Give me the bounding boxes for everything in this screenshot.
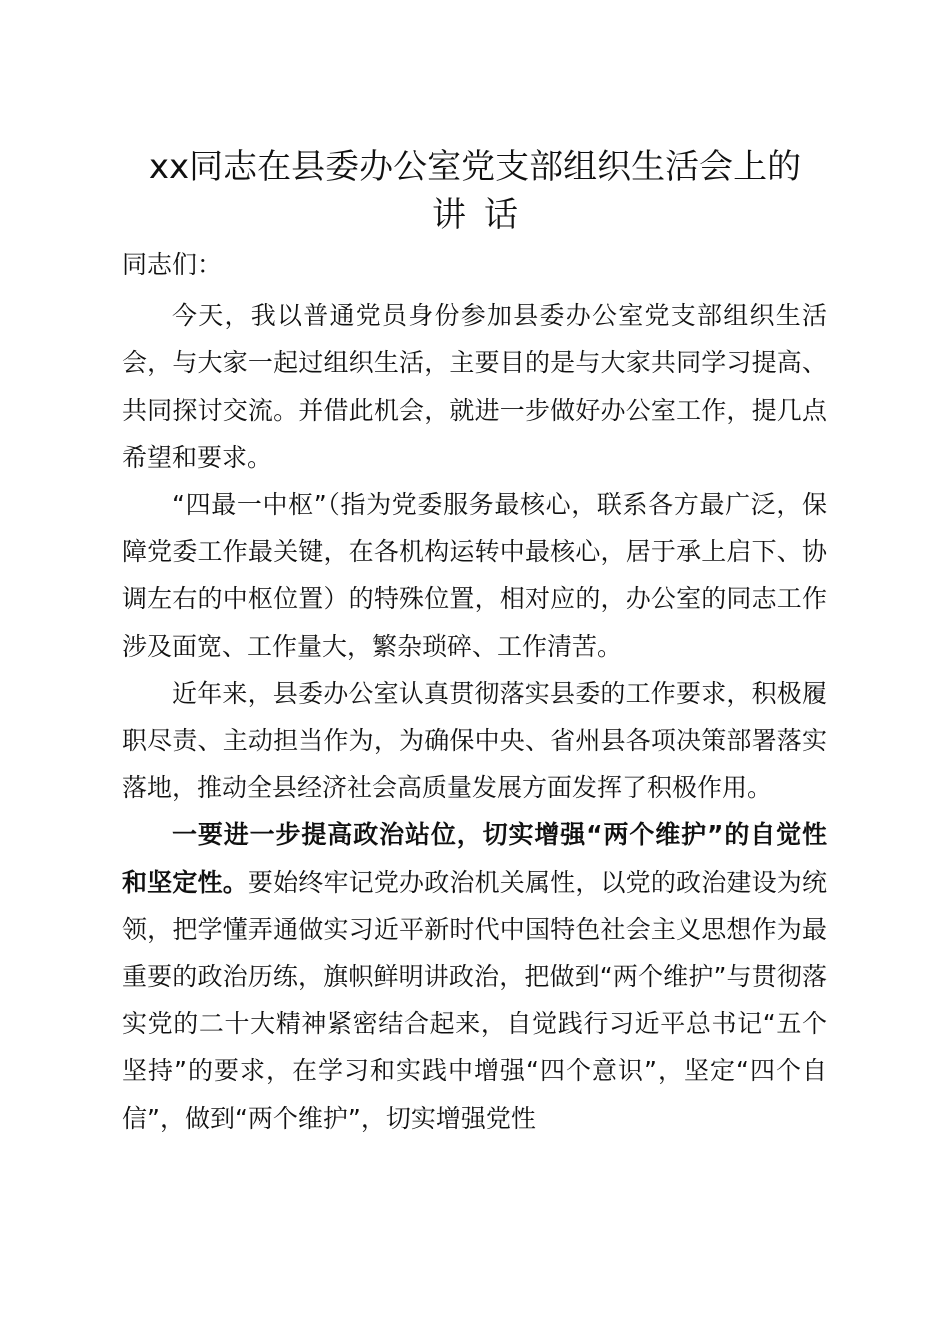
point-1-text: 要始终牢记党办政治机关属性，以党的政治建设为统领，把学懂弄通做实习近平新时代中国特色社会主义思想作为最重要的政治历练，旗帜鲜明讲政治，把做到“两个维护”与贯彻落实党的二十大精神紧密结合起来，自觉践行习近平总书记“五个坚持”的要求，在学习和实践中增强“四个意识”，坚定“四个自信”，做到“两个维护”，切实增强党性 [122, 867, 827, 1133]
title-line-2: 讲话 [432, 195, 536, 235]
paragraph-position: “四最一中枢”（指为党委服务最核心，联系各方最广泛，保障党委工作最关键，在各机构运转中最核心，居于承上启下、协调左右的中枢位置）的特殊位置，相对应的，办公室的同志工作涉及面宽、工作量大，繁杂琐碎、工作清苦。 [122, 490, 827, 661]
paragraph-achievements: 近年来，县委办公室认真贯彻落实县委的工作要求，积极履职尽责、主动担当作为，为确保中央、省州县各项决策部署落实落地，推动全县经济社会高质量发展方面发挥了积极作用。 [122, 678, 827, 803]
point-1-heading: 一要进一步提高政治站位，切实增强“两个维护”的自觉性和坚定性。 [122, 820, 827, 897]
greeting: 同志们： [122, 250, 223, 279]
document-title [110, 143, 840, 239]
paragraph-point-1 [122, 811, 827, 1141]
document-body [122, 241, 827, 1142]
title-line-1: xx同志在县委办公室党支部组织生活会上的 [148, 147, 802, 187]
paragraph-intro: 今天，我以普通党员身份参加县委办公室党支部组织生活会，与大家一起过组织生活，主要目的是与大家共同学习提高、共同探讨交流。并借此机会，就进一步做好办公室工作，提几点希望和要求。 [122, 301, 827, 472]
